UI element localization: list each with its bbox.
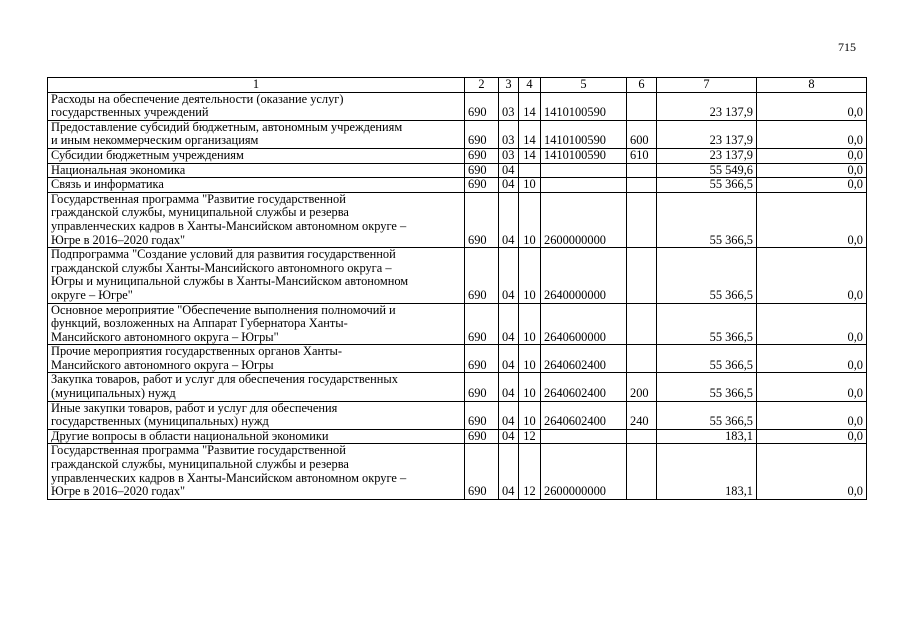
amount-next-cell: 0,0 xyxy=(757,148,867,163)
table-row xyxy=(48,120,867,148)
target-article-cell: 2640000000 xyxy=(541,248,627,303)
subsection-code-cell: 10 xyxy=(519,192,541,247)
expense-name-cell: Другие вопросы в области национальной экономики xyxy=(48,429,465,444)
expense-name-cell: Государственная программа "Развитие государственной гражданской службы, муниципальной службы и резерва управленческих кадров в Ханты-Мансийском автономном округе – Югре в 2016–2020 годах" xyxy=(48,192,465,247)
subsection-code-cell: 14 xyxy=(519,120,541,148)
expense-type-cell xyxy=(627,303,657,345)
expense-type-cell xyxy=(627,444,657,499)
ministry-code-cell: 690 xyxy=(465,163,499,178)
subsection-code-cell: 12 xyxy=(519,429,541,444)
column-header: 7 xyxy=(657,78,757,93)
amount-cell: 55 366,5 xyxy=(657,178,757,193)
amount-next-cell: 0,0 xyxy=(757,303,867,345)
table-row xyxy=(48,303,867,345)
expense-name-cell: Предоставление субсидий бюджетным, автономным учреждениям и иным некоммерческим организациям xyxy=(48,120,465,148)
ministry-code-cell: 690 xyxy=(465,345,499,373)
expense-type-cell xyxy=(627,345,657,373)
table-row xyxy=(48,148,867,163)
amount-cell: 23 137,9 xyxy=(657,120,757,148)
expense-type-cell xyxy=(627,192,657,247)
target-article-cell: 2640602400 xyxy=(541,345,627,373)
section-code-cell: 04 xyxy=(499,429,519,444)
table-row xyxy=(48,178,867,193)
table-row xyxy=(48,192,867,247)
amount-next-cell: 0,0 xyxy=(757,192,867,247)
amount-next-cell: 0,0 xyxy=(757,345,867,373)
expense-type-cell: 200 xyxy=(627,373,657,401)
ministry-code-cell: 690 xyxy=(465,248,499,303)
expense-type-cell xyxy=(627,163,657,178)
expense-name-cell: Расходы на обеспечение деятельности (оказание услуг) государственных учреждений xyxy=(48,92,465,120)
subsection-code-cell: 14 xyxy=(519,148,541,163)
amount-cell: 55 366,5 xyxy=(657,373,757,401)
section-code-cell: 04 xyxy=(499,401,519,429)
amount-cell: 183,1 xyxy=(657,429,757,444)
amount-next-cell: 0,0 xyxy=(757,163,867,178)
section-code-cell: 04 xyxy=(499,373,519,401)
table-row xyxy=(48,163,867,178)
target-article-cell xyxy=(541,163,627,178)
table-row xyxy=(48,248,867,303)
subsection-code-cell: 10 xyxy=(519,345,541,373)
expense-name-cell: Прочие мероприятия государственных органов Ханты- Мансийского автономного округа – Югры xyxy=(48,345,465,373)
amount-cell: 55 366,5 xyxy=(657,248,757,303)
subsection-code-cell: 12 xyxy=(519,444,541,499)
column-header: 8 xyxy=(757,78,867,93)
expense-type-cell: 610 xyxy=(627,148,657,163)
expense-type-cell xyxy=(627,248,657,303)
ministry-code-cell: 690 xyxy=(465,192,499,247)
amount-cell: 55 366,5 xyxy=(657,345,757,373)
section-code-cell: 04 xyxy=(499,248,519,303)
amount-cell: 55 549,6 xyxy=(657,163,757,178)
amount-cell: 55 366,5 xyxy=(657,192,757,247)
subsection-code-cell: 10 xyxy=(519,373,541,401)
amount-cell: 183,1 xyxy=(657,444,757,499)
header-row xyxy=(48,78,867,93)
expense-name-cell: Подпрограмма "Создание условий для развития государственной гражданской службы Ханты-Мансийского автономного округа – Югры и муниципальной службы в Ханты-Мансийском автономном округе – Югре" xyxy=(48,248,465,303)
expense-name-cell: Государственная программа "Развитие государственной гражданской службы, муниципальной службы и резерва управленческих кадров в Ханты-Мансийском автономном округе – Югре в 2016–2020 годах" xyxy=(48,444,465,499)
amount-cell: 55 366,5 xyxy=(657,303,757,345)
column-header: 1 xyxy=(48,78,465,93)
target-article-cell: 2600000000 xyxy=(541,192,627,247)
amount-cell: 55 366,5 xyxy=(657,401,757,429)
expense-name-cell: Субсидии бюджетным учреждениям xyxy=(48,148,465,163)
subsection-code-cell: 10 xyxy=(519,303,541,345)
section-code-cell: 03 xyxy=(499,148,519,163)
target-article-cell: 1410100590 xyxy=(541,92,627,120)
column-header: 3 xyxy=(499,78,519,93)
expense-name-cell: Основное мероприятие "Обеспечение выполнения полномочий и функций, возложенных на Аппарат Губернатора Ханты- Мансийского автономного округа – Югры" xyxy=(48,303,465,345)
ministry-code-cell: 690 xyxy=(465,178,499,193)
budget-table xyxy=(47,77,867,500)
page-number: 715 xyxy=(838,40,856,54)
amount-cell: 23 137,9 xyxy=(657,148,757,163)
target-article-cell: 2640602400 xyxy=(541,373,627,401)
expense-type-cell: 600 xyxy=(627,120,657,148)
section-code-cell: 04 xyxy=(499,192,519,247)
ministry-code-cell: 690 xyxy=(465,92,499,120)
subsection-code-cell: 10 xyxy=(519,401,541,429)
amount-next-cell: 0,0 xyxy=(757,120,867,148)
table-row xyxy=(48,345,867,373)
ministry-code-cell: 690 xyxy=(465,373,499,401)
amount-next-cell: 0,0 xyxy=(757,401,867,429)
subsection-code-cell: 10 xyxy=(519,248,541,303)
expense-name-cell: Иные закупки товаров, работ и услуг для обеспечения государственных (муниципальных) нужд xyxy=(48,401,465,429)
section-code-cell: 04 xyxy=(499,345,519,373)
section-code-cell: 03 xyxy=(499,92,519,120)
amount-next-cell: 0,0 xyxy=(757,444,867,499)
table-row xyxy=(48,444,867,499)
column-header: 4 xyxy=(519,78,541,93)
ministry-code-cell: 690 xyxy=(465,429,499,444)
section-code-cell: 04 xyxy=(499,444,519,499)
table-row xyxy=(48,92,867,120)
target-article-cell: 1410100590 xyxy=(541,120,627,148)
expense-type-cell xyxy=(627,92,657,120)
expense-type-cell: 240 xyxy=(627,401,657,429)
table-row xyxy=(48,429,867,444)
amount-next-cell: 0,0 xyxy=(757,248,867,303)
target-article-cell xyxy=(541,178,627,193)
column-header: 5 xyxy=(541,78,627,93)
expense-name-cell: Связь и информатика xyxy=(48,178,465,193)
column-header: 6 xyxy=(627,78,657,93)
ministry-code-cell: 690 xyxy=(465,148,499,163)
subsection-code-cell: 10 xyxy=(519,178,541,193)
amount-next-cell: 0,0 xyxy=(757,178,867,193)
table-row xyxy=(48,401,867,429)
ministry-code-cell: 690 xyxy=(465,303,499,345)
expense-name-cell: Национальная экономика xyxy=(48,163,465,178)
expense-type-cell xyxy=(627,429,657,444)
ministry-code-cell: 690 xyxy=(465,444,499,499)
amount-next-cell: 0,0 xyxy=(757,92,867,120)
expense-name-cell: Закупка товаров, работ и услуг для обеспечения государственных (муниципальных) нужд xyxy=(48,373,465,401)
ministry-code-cell: 690 xyxy=(465,120,499,148)
subsection-code-cell xyxy=(519,163,541,178)
target-article-cell: 2640602400 xyxy=(541,401,627,429)
amount-cell: 23 137,9 xyxy=(657,92,757,120)
section-code-cell: 04 xyxy=(499,163,519,178)
subsection-code-cell: 14 xyxy=(519,92,541,120)
section-code-cell: 04 xyxy=(499,303,519,345)
target-article-cell: 2600000000 xyxy=(541,444,627,499)
expense-type-cell xyxy=(627,178,657,193)
target-article-cell: 2640600000 xyxy=(541,303,627,345)
ministry-code-cell: 690 xyxy=(465,401,499,429)
target-article-cell xyxy=(541,429,627,444)
column-header: 2 xyxy=(465,78,499,93)
amount-next-cell: 0,0 xyxy=(757,429,867,444)
amount-next-cell: 0,0 xyxy=(757,373,867,401)
table-row xyxy=(48,373,867,401)
section-code-cell: 03 xyxy=(499,120,519,148)
section-code-cell: 04 xyxy=(499,178,519,193)
target-article-cell: 1410100590 xyxy=(541,148,627,163)
